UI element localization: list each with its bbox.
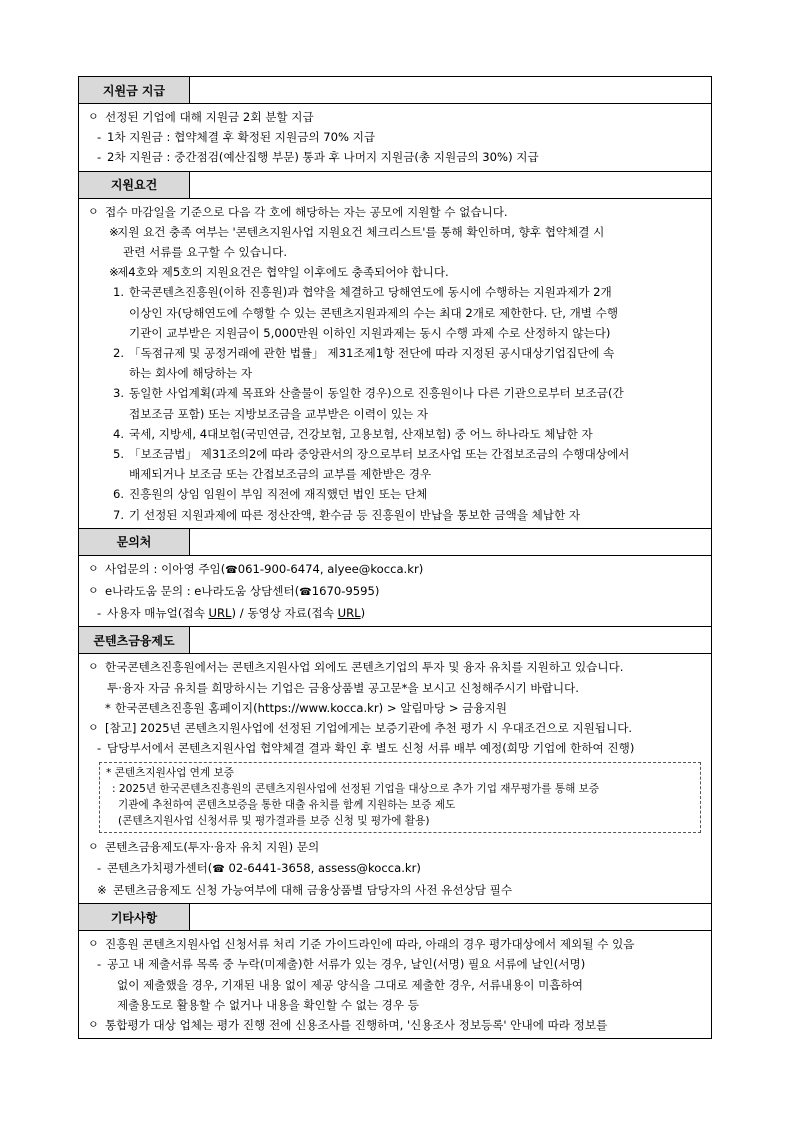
bullet-item: ㅇ [참고] 2025년 콘텐츠지원사업에 선정된 기업에게는 보증기관에 추천 평가 시 우대조건으로 지원됩니다. <box>85 718 705 738</box>
guarantee-note-box: * 콘텐츠지원사업 연계 보증 : 2025년 한국콘텐츠진흥원의 콘텐츠지원사업에 선정된 기업을 대상으로 추가 기업 재무평가를 통해 보증 기관에 추천하여 콘텐츠보증을 통한 대출 유치를 함께 지원하는 보증 제도 (콘텐츠지원사업 신청서류 및 평가결과를 보증 신청 및 평가에 활용) <box>99 762 701 833</box>
numbered-item: 2. 「독점규제 및 공정거래에 관한 법률」 제31조제1항 전단에 따라 지정된 공시대상기업집단에 속 <box>113 346 615 361</box>
bullet-item: ㅇ 콘텐츠금융제도(투자·융자 유치 지원) 문의 <box>85 837 705 857</box>
numbered-continuation: 이상인 자(당해연도에 수행할 수 있는 콘텐츠지원과제의 수는 최대 2개로 제한한다. 단, 개별 수행 <box>129 305 619 320</box>
section-body-finance <box>79 654 711 904</box>
bullet-item: ㅇ 진흥원 콘텐츠지원사업 신청서류 처리 기준 가이드라인에 따라, 아래의 경우 평가대상에서 제외될 수 있음 <box>85 934 705 954</box>
dash-item: - 담당부서에서 콘텐츠지원사업 협약체결 결과 확인 후 별도 신청 서류 배부 예정(희망 기업에 한하여 진행) <box>97 741 635 756</box>
section-label: 기타사항 <box>79 904 190 930</box>
numbered-continuation: 기관이 교부받은 지원금이 5,000만원 이하인 지원과제는 동시 수행 과제 수로 산정하지 않는다) <box>129 325 611 340</box>
numbered-item: 7. 기 선정된 지원과제에 따른 정산잔액, 환수금 등 진흥원이 반납을 통보한 금액을 체납한 자 <box>113 507 581 522</box>
dash-item: - 사용자 매뉴얼(접속 URL) / 동영상 자료(접속 URL) <box>97 606 366 621</box>
section-header-contact <box>79 529 711 556</box>
dash-item: - 공고 내 제출서류 목록 중 누락(미제출)한 서류가 있는 경우, 날인(서명) 필요 서류에 날인(서명) <box>97 957 586 972</box>
phone-icon: ☎ <box>212 863 225 875</box>
manual-url-link[interactable]: URL <box>208 606 232 621</box>
dash-item: - 2차 지원금 : 중간점검(예산집행 부문) 통과 후 나머지 지원금(총 지원금의 30%) 지급 <box>97 150 539 165</box>
section-body-contact <box>79 556 711 628</box>
numbered-continuation: 접보조금 포함) 또는 지방보조금을 교부받은 이력이 있는 자 <box>129 406 429 421</box>
section-body-funding-payment <box>79 104 711 172</box>
section-body-requirements <box>79 199 711 529</box>
note-continuation: 관련 서류를 요구할 수 있습니다. <box>123 245 288 260</box>
section-label: 문의처 <box>79 529 190 555</box>
numbered-item: 4. 국세, 지방세, 4대보험(국민연금, 건강보험, 고용보험, 산재보험) 중 어느 하나라도 체납한 자 <box>113 426 593 441</box>
bullet-continuation: 투·융자 자금 유치를 희망하시는 기업은 금융상품별 공고문*을 보시고 신청해주시기 바랍니다. <box>107 680 579 695</box>
bullet-item: ㅇ e나라도움 문의 : e나라도움 상담센터(☎1670-9595) <box>85 581 705 603</box>
numbered-item: 5. 「보조금법」 제31조의2에 따라 중앙관서의 장으로부터 보조사업 또는 간접보조금의 수행대상에서 <box>113 447 630 462</box>
bullet-item: ㅇ 사업문의 : 이아영 주임(☎061-900-6474, alyee@kocca.kr) <box>85 559 705 581</box>
section-body-other <box>79 931 711 1038</box>
bullet-item: ㅇ 한국콘텐츠진흥원에서는 콘텐츠지원사업 외에도 콘텐츠기업의 투자 및 융자 유치를 지원하고 있습니다. <box>85 657 705 677</box>
numbered-item: 1. 한국콘텐츠진흥원(이하 진흥원)과 협약을 체결하고 당해연도에 동시에 수행하는 지원과제가 2개 <box>113 285 612 300</box>
dash-item: - 1차 지원금 : 협약체결 후 확정된 지원금의 70% 지급 <box>97 130 376 145</box>
dash-continuation: 제출용도로 활용할 수 없거나 내용을 확인할 수 없는 경우 등 <box>117 997 419 1012</box>
document-table <box>78 76 712 1039</box>
section-label: 지원금 지급 <box>79 77 190 103</box>
phone-icon: ☎ <box>225 564 238 576</box>
note-item: ※ 제4호와 제5호의 지원요건은 협약일 이후에도 충족되어야 합니다. <box>109 265 449 280</box>
section-header-requirements <box>79 172 711 199</box>
video-url-link[interactable]: URL <box>337 606 361 621</box>
star-note: * 한국콘텐츠진흥원 홈페이지(https://www.kocca.kr) > 알림마당 > 금융지원 <box>105 700 507 715</box>
section-header-other <box>79 904 711 931</box>
dash-continuation: 없이 제출했을 경우, 기재된 내용 없이 제공 양식을 그대로 제출한 경우, 서류내용이 미흡하여 <box>117 977 583 992</box>
section-header-funding-payment <box>79 77 711 104</box>
phone-icon: ☎ <box>299 587 312 599</box>
numbered-continuation: 배제되거나 보조금 또는 간접보조금의 교부를 제한받은 경우 <box>129 467 432 482</box>
numbered-item: 6. 진흥원의 상임 임원이 부임 직전에 재직했던 법인 또는 단체 <box>113 487 428 502</box>
note-item: ※ 지원 요건 충족 여부는 '콘텐츠지원사업 지원요건 체크리스트'를 통해 확인하며, 향후 협약체결 시 <box>109 224 605 239</box>
bullet-item: ㅇ 통합평가 대상 업체는 평가 진행 전에 신용조사를 진행하며, '신용조사 정보등록' 안내에 따라 정보를 <box>85 1015 705 1035</box>
numbered-continuation: 하는 회사에 해당하는 자 <box>129 366 253 381</box>
section-header-finance <box>79 627 711 654</box>
section-label: 지원요건 <box>79 172 190 198</box>
bullet-item: ㅇ 접수 마감일을 기준으로 다음 각 호에 해당하는 자는 공모에 지원할 수 없습니다. <box>85 202 705 222</box>
section-label: 콘텐츠금융제도 <box>79 627 190 653</box>
bullet-item: ㅇ 선정된 기업에 대해 지원금 2회 분할 지급 <box>85 107 705 127</box>
note-item: ※ 콘텐츠금융제도 신청 가능여부에 대해 금융상품별 담당자의 사전 유선상담 필수 <box>97 882 513 897</box>
dash-item: - 콘텐츠가치평가센터(☎ 02-6441-3658, assess@kocca.kr) <box>97 860 421 875</box>
numbered-item: 3. 동일한 사업계획(과제 목표와 산출물이 동일한 경우)으로 진흥원이나 다른 기관으로부터 보조금(간 <box>113 386 624 401</box>
